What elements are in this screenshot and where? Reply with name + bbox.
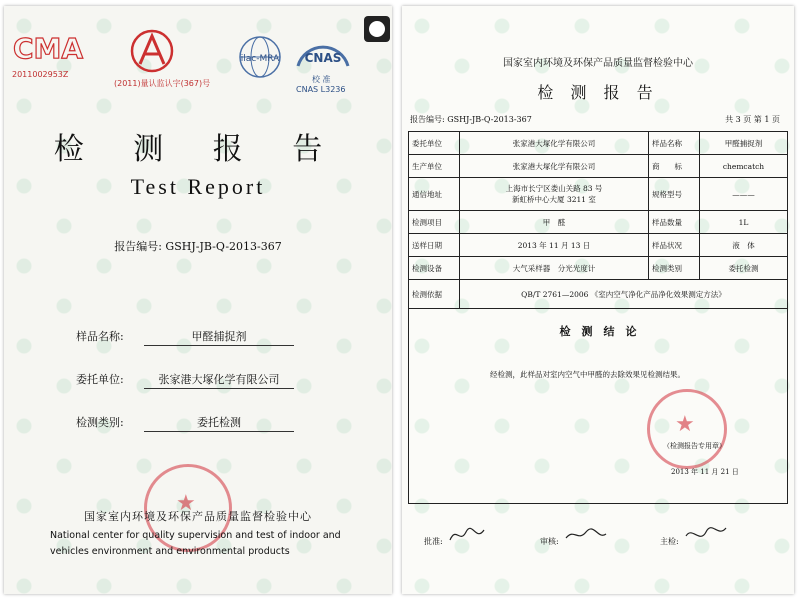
item-label-cell: 检测项目 xyxy=(409,211,460,234)
ilac-logo xyxy=(232,34,288,82)
approve-signature xyxy=(448,524,488,546)
client-value-cell: 张家港大塚化学有限公司 xyxy=(460,132,649,155)
basis-label-cell: 检测依据 xyxy=(409,280,460,309)
status-label-cell: 样品状况 xyxy=(649,234,700,257)
conclusion-text: 经检测，此样品对室内空气中甲醛的去除效果见检测结果。 xyxy=(490,370,685,379)
cover-center-name-en-2: vehicles environment and environmental products xyxy=(50,546,290,557)
conclusion-cell xyxy=(409,309,788,504)
client-value: 张家港大塚化学有限公司 xyxy=(144,371,294,389)
report-header: 国家室内环境及环保产品质量监督检验中心 xyxy=(503,58,693,69)
issue-date: 2013 年 11 月 21 日 xyxy=(671,468,739,476)
sample-name-value-cell: 甲醛捕捉剂 xyxy=(700,132,788,155)
date-value-cell: 2013 年 11 月 13 日 xyxy=(460,234,649,257)
table-row xyxy=(409,257,788,280)
seal-star-icon: ★ xyxy=(176,491,196,516)
cover-center-name-en-1: National center for quality supervision and test of indoor and xyxy=(50,530,341,541)
quantity-value-cell: 1L xyxy=(700,211,788,234)
quantity-label-cell: 样品数量 xyxy=(649,211,700,234)
cnas-code: CNAS L3236 xyxy=(296,85,346,94)
seal-note: （检测报告专用章） xyxy=(663,442,726,450)
model-label-cell: 规格型号 xyxy=(649,178,700,211)
cnas-arc-icon xyxy=(294,36,352,70)
category-value-cell: 委托检测 xyxy=(700,257,788,280)
review-label: 审核: xyxy=(540,537,559,546)
table-row xyxy=(409,280,788,309)
cal-logo-icon xyxy=(122,26,182,76)
report-info-table xyxy=(408,131,788,504)
seal-star-icon: ★ xyxy=(675,412,695,437)
approve-label: 批准: xyxy=(424,537,443,546)
cma-code: 2011002953Z xyxy=(12,70,69,79)
cover-report-number: 报告编号: GSHJ-JB-Q-2013-367 xyxy=(114,240,282,253)
address-line-1: 上海市长宁区娄山关路 83 号 xyxy=(505,184,603,193)
ilac-globe-icon xyxy=(232,34,288,80)
cma-logo-mark xyxy=(12,30,84,66)
table-row xyxy=(409,211,788,234)
producer-label-cell: 生产单位 xyxy=(409,155,460,178)
table-row xyxy=(409,234,788,257)
date-label-cell: 送样日期 xyxy=(409,234,460,257)
cover-center-name-cn: 国家室内环境及环保产品质量监督检验中心 xyxy=(84,510,312,523)
basis-value-cell: QB/T 2761—2006 《室内空气净化产品净化效果测定方法》 xyxy=(460,280,788,309)
producer-value-cell: 张家港大塚化学有限公司 xyxy=(460,155,649,178)
cover-title-cn: 检 测 报 告 xyxy=(53,132,343,167)
conclusion-title: 检 测 结 论 xyxy=(559,325,637,338)
status-value-cell: 液 体 xyxy=(700,234,788,257)
address-label-cell: 通信地址 xyxy=(409,178,460,211)
category-label-cell: 检测类别 xyxy=(649,257,700,280)
table-row xyxy=(409,155,788,178)
trademark-value-cell: chemcatch xyxy=(700,155,788,178)
model-value-cell: ——— xyxy=(700,178,788,211)
sample-name-label: 样品名称: xyxy=(76,330,124,343)
page-info: 共 3 页 第 1 页 xyxy=(725,115,780,124)
cma-logo xyxy=(12,30,84,70)
inspect-label: 主检: xyxy=(660,537,679,546)
report-number: 报告编号: GSHJ-JB-Q-2013-367 xyxy=(410,115,532,124)
report-page xyxy=(402,6,794,594)
ilac-logo-text: ilac-MRA xyxy=(240,54,280,64)
cma-logo-letters: CMA xyxy=(12,32,84,65)
client-label: 委托单位: xyxy=(76,373,124,386)
cnas-sub: 校 准 xyxy=(312,75,331,84)
category-value: 委托检测 xyxy=(144,414,294,432)
cover-page xyxy=(4,6,392,594)
cover-title-en: Test Report xyxy=(130,174,266,199)
table-row xyxy=(409,309,788,504)
equipment-value-cell: 大气采样器 分光光度计 xyxy=(460,257,649,280)
client-label-cell: 委托单位 xyxy=(409,132,460,155)
inspect-signature xyxy=(684,524,728,546)
item-value-cell: 甲 醛 xyxy=(460,211,649,234)
report-title: 检 测 报 告 xyxy=(537,83,659,102)
sample-name-label-cell: 样品名称 xyxy=(649,132,700,155)
address-line-2: 新虹桥中心大厦 3211 室 xyxy=(512,195,596,204)
equipment-label-cell: 检测设备 xyxy=(409,257,460,280)
category-label: 检测类别: xyxy=(76,416,124,429)
cnas-logo-text: CNAS xyxy=(304,51,342,65)
sample-name-value: 甲醛捕捉剂 xyxy=(144,328,294,346)
review-signature xyxy=(564,524,608,546)
report-official-seal xyxy=(647,389,727,469)
cal-label: (2011)量认监认字(367)号 xyxy=(114,79,211,88)
qr-badge-icon xyxy=(364,16,390,42)
address-value-cell xyxy=(460,178,649,211)
cal-logo xyxy=(122,26,182,78)
table-row xyxy=(409,178,788,211)
trademark-label-cell: 商 标 xyxy=(649,155,700,178)
table-row xyxy=(409,132,788,155)
